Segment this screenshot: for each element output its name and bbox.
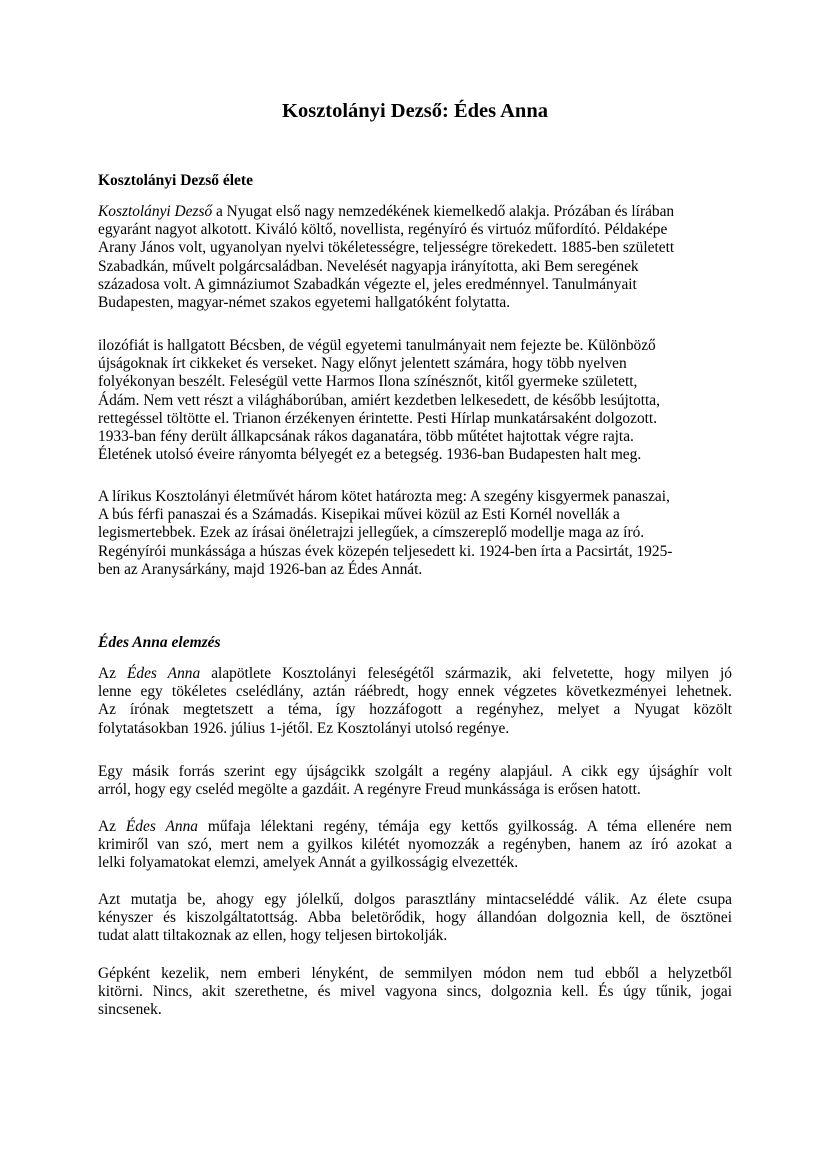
text-line: ilozófiát is hallgatott Bécsben, de végül egyetemi tanulmányait nem fejezte be. Különböző (98, 337, 656, 354)
text-line: Regényírói munkássága a húszas évek közepén teljesedett ki. 1924-ben írta a Pacsirtát, 1925- (98, 542, 673, 560)
text-line: Gépként kezelik, nem emberi lényként, de semmilyen módon nem tud ebből a helyzetből (98, 965, 732, 982)
text-line: 1933-ban fény derült állkapcsának rákos daganatára, több műtétet hajtottak végre rajta. (98, 427, 634, 445)
text-line: krimiről van szó, mert nem a gyilkos kilétét nyomozzák a regényben, hanem az író azokat a (98, 836, 732, 854)
text-line: Az Édes Anna műfaja lélektani regény, témája egy kettős gyilkosság. A téma ellenére nem (98, 818, 732, 835)
paragraph-analysis-1 (98, 665, 732, 738)
paragraph-biography-3 (98, 488, 732, 579)
text-line: Ádám. Nem vett részt a világháborúban, amiért kezdetben lelkesedett, de később lesújtotta, (98, 391, 660, 409)
text-line: Kosztolányi Dezső a Nyugat első nagy nemzedékének kiemelkedő alakja. Prózában és lírában (98, 203, 675, 220)
text-line: századosa volt. A gimnáziumot Szabadkán végezte el, jeles eredménnyel. Tanulmányait (98, 275, 637, 293)
text-line: lelki folyamatokat elemzi, amelyek Annát a gyilkosságig elvezették. (98, 854, 519, 872)
paragraph-analysis-5 (98, 965, 732, 1020)
text-line: Az írónak megtetszett a téma, így hozzáfogott a regényhez, melyet a Nyugat közölt (98, 701, 732, 719)
text-line: folytatásokban 1926. július 1-jétől. Ez Kosztolányi utolsó regénye. (98, 719, 510, 737)
text-line: rettegéssel töltötte el. Trianon érzékenyen érintette. Pesti Hírlap munkatársaként dolgozott. (98, 409, 658, 427)
section-heading-biography: Kosztolányi Dezső élete (98, 172, 253, 189)
paragraph-analysis-3 (98, 818, 732, 873)
document-title: Kosztolányi Dezső: Édes Anna (282, 100, 548, 122)
text-line: újságoknak írt cikkeket és verseket. Nagy előnyt jelentett számára, hogy több nyelven (98, 355, 627, 373)
paragraph-biography-2 (98, 337, 732, 464)
text-line: kényszer és kiszolgáltatottság. Abba beletörődik, hogy állandóan dolgoznia kell, de ösztönei (98, 909, 732, 927)
novel-title-italic: Édes Anna (127, 665, 201, 682)
paragraph-analysis-2 (98, 763, 732, 799)
text-line: Életének utolsó éveire rányomta bélyegét ez a betegség. 1936-ban Budapesten halt meg. (98, 446, 642, 464)
text-line: sincsenek. (98, 1001, 162, 1019)
text-line: legismertebbek. Ezek az írásai önéletrajzi jellegűek, a címszereplő modellje maga az író. (98, 524, 645, 542)
paragraph-biography-1 (98, 203, 732, 312)
text-line: egyaránt nagyot alkotott. Kiváló költő, novellista, regényíró és virtuóz műfordító. Példaképe (98, 221, 668, 239)
text-line: Szabadkán, művelt polgárcsaládban. Nevelését nagyapja irányította, aki Bem seregének (98, 257, 639, 275)
author-name-italic: Kosztolányi Dezső (98, 203, 213, 220)
text-line: Egy másik forrás szerint egy újságcikk szolgált a regény alapjául. A cikk egy újsághír volt (98, 763, 732, 780)
text-line: tudat alatt tiltakoznak az ellen, hogy teljesen birtokolják. (98, 927, 448, 945)
text-line: ben az Aranysárkány, majd 1926-ban az Édes Annát. (98, 560, 423, 578)
text-line: A bús férfi panaszai és a Számadás. Kisepikai művei közül az Esti Kornél novellák a (98, 506, 620, 524)
paragraph-analysis-4 (98, 891, 732, 946)
text-line: lenne egy tökéletes cselédlány, aztán ráébredt, hogy ennek végzetes következményei lehetnek. (98, 683, 732, 701)
text-line: kitörni. Nincs, akit szerethetne, és mivel vagyona sincs, dolgoznia kell. És úgy tűnik, jogai (98, 983, 732, 1001)
novel-title-italic: Édes Anna (125, 818, 198, 835)
text-line: Arany János volt, ugyanolyan nyelvi tökéletességre, teljességre törekedett. 1885-ben született (98, 239, 675, 257)
text-line: Az Édes Anna alapötlete Kosztolányi feleségétől származik, aki felvetette, hogy milyen jó (98, 665, 733, 682)
text-line: Azt mutatja be, ahogy egy jólelkű, dolgos parasztlány mintacseléddé válik. Az élete csupa (98, 891, 732, 908)
text-line: Budapesten, magyar-német szakos egyetemi hallgatóként folytatta. (98, 293, 511, 311)
section-heading-analysis: Édes Anna elemzés (98, 634, 221, 651)
text-line: folyékonyan beszélt. Feleségül vette Harmos Ilona színésznőt, kitől gyermeke született, (98, 373, 638, 391)
text-line: A lírikus Kosztolányi életművét három kötet határozta meg: A szegény kisgyermek panaszai, (98, 488, 670, 505)
text-line: arról, hogy egy cseléd megölte a gazdáit. A regényre Freud munkássága is erősen hatott. (98, 781, 641, 799)
